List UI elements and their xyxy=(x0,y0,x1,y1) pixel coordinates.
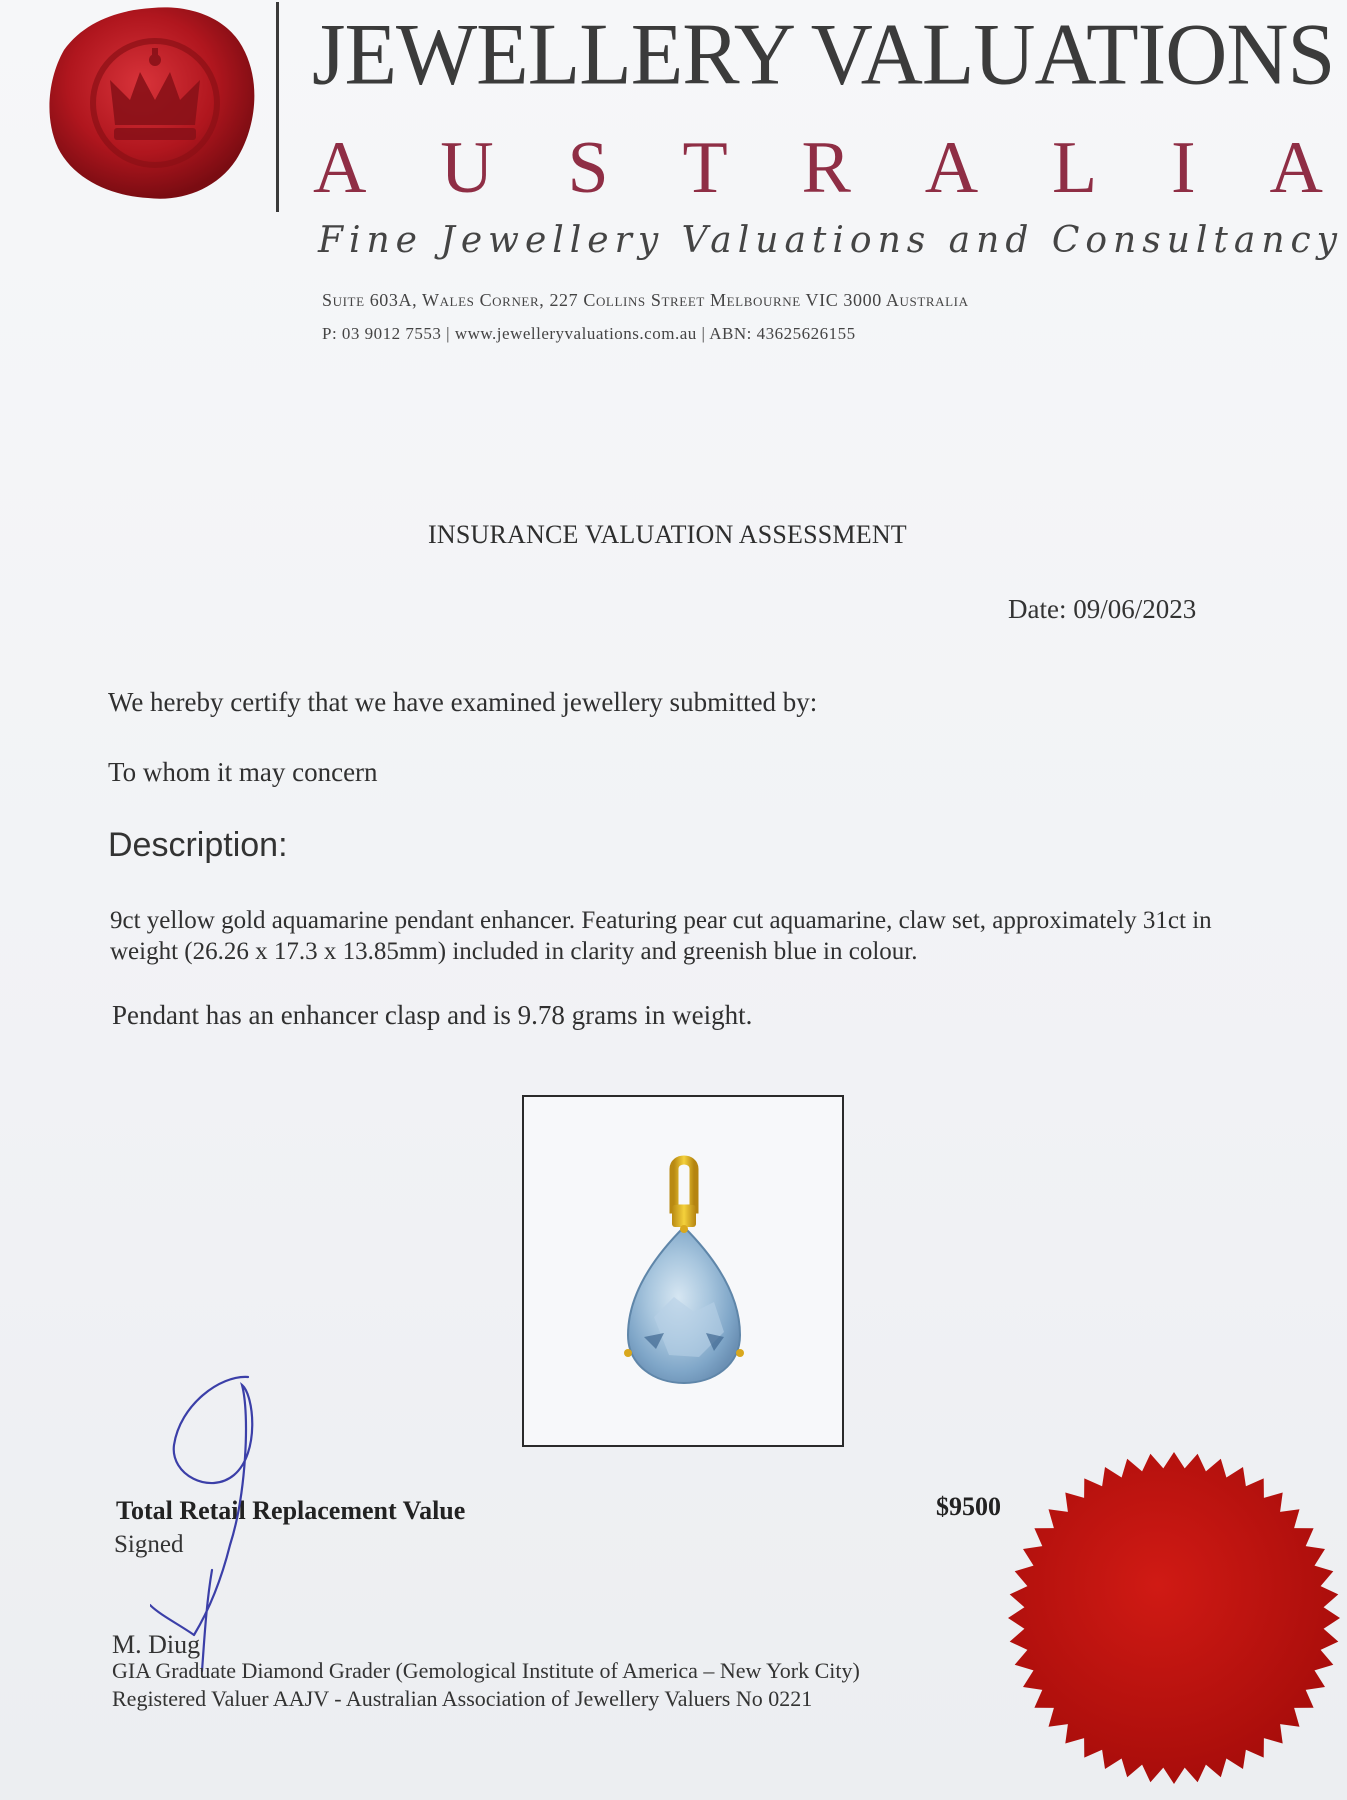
red-foil-seal-icon xyxy=(1004,1448,1344,1788)
description-weight: Pendant has an enhancer clasp and is 9.78 grams in weight. xyxy=(112,1000,753,1030)
total-value-amount: $9500 xyxy=(936,1492,1001,1521)
header-divider xyxy=(276,2,279,212)
brand-country-letter: T xyxy=(682,127,728,209)
company-address: Suite 603A, Wales Corner, 227 Collins Street Melbourne VIC 3000 Australia xyxy=(322,290,969,310)
valuer-credential: Registered Valuer AAJV - Australian Association of Jewellery Valuers No 0221 xyxy=(112,1686,813,1711)
brand-country-letter: L xyxy=(1051,127,1098,209)
aquamarine-pendant-image xyxy=(524,1097,842,1445)
certification-statement: We hereby certify that we have examined jewellery submitted by: xyxy=(108,687,818,717)
brand-title: JEWELLERY VALUATIONS xyxy=(312,5,1335,103)
item-photo-frame xyxy=(522,1095,844,1447)
document-title: INSURANCE VALUATION ASSESSMENT xyxy=(428,520,907,549)
company-contact: P: 03 9012 7553 | www.jewelleryvaluations.com.au | ABN: 43625626155 xyxy=(322,324,856,343)
brand-country-letter: A xyxy=(313,127,367,209)
signed-label: Signed xyxy=(114,1531,184,1558)
brand-country-letter: U xyxy=(440,127,494,209)
brand-country-letter: A xyxy=(924,127,979,209)
valuer-credential: GIA Graduate Diamond Grader (Gemological Institute of America – New York City) xyxy=(112,1658,860,1683)
brand-country-letter: S xyxy=(567,127,609,209)
document-date: Date: 09/06/2023 xyxy=(1008,594,1197,624)
total-value-label: Total Retail Replacement Value xyxy=(116,1496,466,1525)
submitted-by: To whom it may concern xyxy=(108,757,378,787)
description-text: 9ct yellow gold aquamarine pendant enhancer. Featuring pear cut aquamarine, claw set, approximately 31ct in weight (26.26 x 17.3 x 13.85mm) included in clarity and greenish blue in colour. xyxy=(110,907,1212,965)
seal-body xyxy=(1008,1452,1340,1784)
description-heading: Description: xyxy=(108,826,288,864)
crown-wax-seal-icon xyxy=(40,0,270,205)
brand-country xyxy=(313,128,1323,208)
brand-country-letter: R xyxy=(801,127,851,209)
brand-country-letter: A xyxy=(1269,127,1323,209)
tagline: Fine Jewellery Valuations and Consultancy xyxy=(318,220,1344,261)
brand-country-letter: I xyxy=(1170,127,1196,209)
valuer-name: M. Diug xyxy=(112,1630,201,1659)
